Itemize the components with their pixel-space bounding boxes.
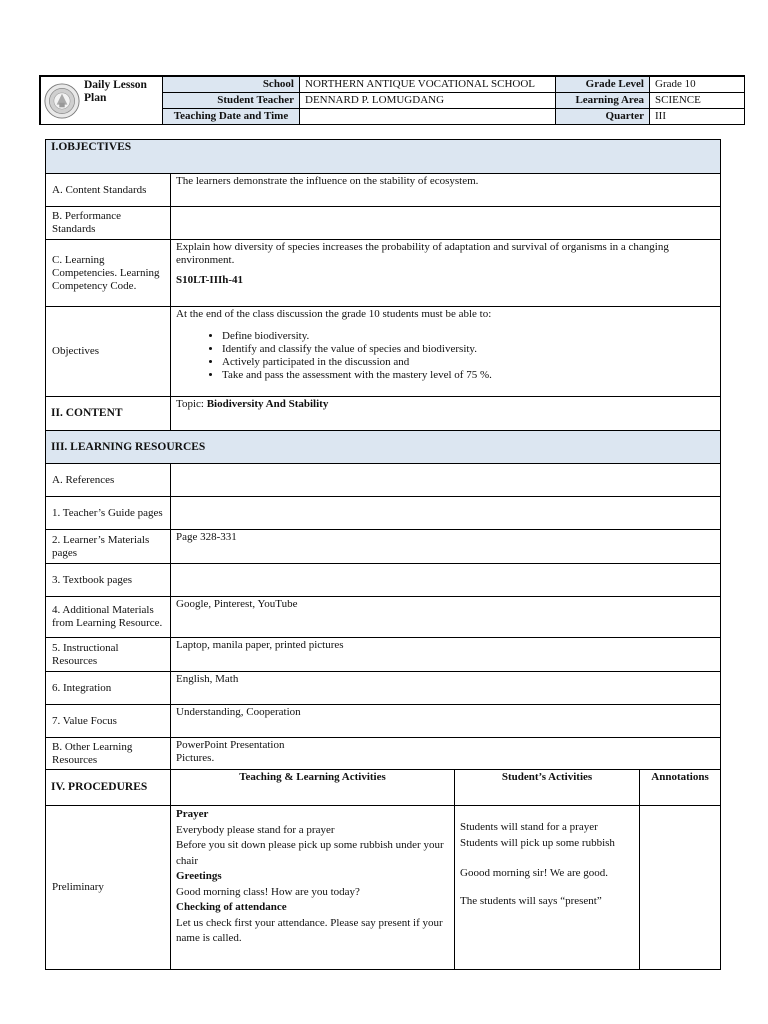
school-value: NORTHERN ANTIQUE VOCATIONAL SCHOOL bbox=[300, 77, 556, 93]
competencies-value: Explain how diversity of species increases the probability of adaptation and survival of organisms in a changing environment. bbox=[176, 241, 669, 266]
header-logo-cell bbox=[41, 77, 163, 125]
quarter-value: III bbox=[650, 109, 745, 125]
school-label: School bbox=[163, 77, 300, 93]
teaching-activities-cell bbox=[171, 806, 455, 970]
quarter-label: Quarter bbox=[556, 109, 650, 125]
topic-label: Topic: bbox=[176, 398, 204, 410]
objectives-cell bbox=[171, 307, 721, 397]
student-teacher-value: DENNARD P. LOMUGDANG bbox=[300, 93, 556, 109]
col-student-header: Student’s Activities bbox=[455, 770, 640, 806]
deped-seal-icon bbox=[44, 83, 80, 119]
prayer-heading: Prayer bbox=[176, 808, 209, 820]
prayer-line-2: Before you sit down please pick up some rubbish under your chair bbox=[176, 839, 444, 867]
objectives-list bbox=[176, 330, 715, 382]
textbook-value bbox=[171, 564, 721, 597]
competencies-label: C. Learning Competencies. Learning Competency Code. bbox=[46, 240, 171, 307]
integration-value: English, Math bbox=[171, 672, 721, 705]
competencies-cell bbox=[171, 240, 721, 307]
attendance-heading: Checking of attendance bbox=[176, 901, 287, 913]
annotations-cell bbox=[640, 806, 721, 970]
references-value bbox=[171, 464, 721, 497]
content-heading: II. CONTENT bbox=[46, 397, 171, 431]
additional-materials-label: 4. Additional Materials from Learning Resource. bbox=[46, 597, 171, 638]
list-item: • Identify and classify the value of species and biodiversity. bbox=[222, 343, 715, 356]
performance-standards-label: B. Performance Standards bbox=[46, 207, 171, 240]
prayer-line-1: Everybody please stand for a prayer bbox=[176, 823, 335, 836]
value-focus-label: 7. Value Focus bbox=[46, 705, 171, 738]
lesson-plan-header bbox=[39, 75, 745, 125]
learning-area-label: Learning Area bbox=[556, 93, 650, 109]
grade-level-label: Grade Level bbox=[556, 77, 650, 93]
document-title: Daily Lesson Plan bbox=[84, 78, 147, 104]
procedures-heading: IV. PROCEDURES bbox=[46, 770, 171, 806]
list-item: • Define biodiversity. bbox=[222, 330, 715, 343]
col-annotations-header: Annotations bbox=[640, 770, 721, 806]
value-focus-value: Understanding, Cooperation bbox=[171, 705, 721, 738]
list-item: • Actively participated in the discussion and bbox=[222, 356, 715, 369]
student-line-4: The students will says “present” bbox=[460, 894, 602, 907]
textbook-label: 3. Textbook pages bbox=[46, 564, 171, 597]
student-line-2: Students will pick up some rubbish bbox=[460, 836, 615, 849]
references-label: A. References bbox=[46, 464, 171, 497]
student-teacher-label: Student Teacher bbox=[163, 93, 300, 109]
topic-value: Biodiversity And Stability bbox=[206, 398, 329, 410]
learners-materials-label: 2. Learner’s Materials pages bbox=[46, 530, 171, 564]
list-item: • Take and pass the assessment with the mastery level of 75 %. bbox=[222, 369, 715, 382]
col-teaching-header: Teaching & Learning Activities bbox=[171, 770, 455, 806]
greetings-heading: Greetings bbox=[176, 870, 222, 882]
additional-materials-value: Google, Pinterest, YouTube bbox=[171, 597, 721, 638]
other-resources-value-1: PowerPoint Presentation bbox=[176, 739, 285, 751]
topic-cell bbox=[171, 397, 721, 431]
performance-standards-value bbox=[171, 207, 721, 240]
other-resources-label: B. Other Learning Resources bbox=[46, 738, 171, 770]
other-resources-cell bbox=[171, 738, 721, 770]
learning-area-value: SCIENCE bbox=[650, 93, 745, 109]
teaching-date-value bbox=[300, 109, 556, 125]
integration-label: 6. Integration bbox=[46, 672, 171, 705]
lesson-plan-table bbox=[45, 139, 721, 970]
grade-level-value: Grade 10 bbox=[650, 77, 745, 93]
instructional-resources-value: Laptop, manila paper, printed pictures bbox=[171, 638, 721, 672]
competency-code: S10LT-IIIh-41 bbox=[176, 274, 244, 286]
student-line-3: Goood morning sir! We are good. bbox=[460, 867, 608, 879]
content-standards-label: A. Content Standards bbox=[46, 174, 171, 207]
objectives-heading: I.OBJECTIVES bbox=[46, 140, 721, 174]
attendance-line: Let us check first your attendance. Please say present if your name is called. bbox=[176, 916, 443, 944]
objectives-label: Objectives bbox=[46, 307, 171, 397]
resources-heading: III. LEARNING RESOURCES bbox=[46, 431, 721, 464]
other-resources-value-2: Pictures. bbox=[176, 752, 215, 764]
teaching-date-label: Teaching Date and Time bbox=[163, 109, 300, 125]
student-activities-cell bbox=[455, 806, 640, 970]
teachers-guide-value bbox=[171, 497, 721, 530]
preliminary-label: Preliminary bbox=[46, 806, 171, 970]
learners-materials-value: Page 328-331 bbox=[171, 530, 721, 564]
instructional-resources-label: 5. Instructional Resources bbox=[46, 638, 171, 672]
teachers-guide-label: 1. Teacher’s Guide pages bbox=[46, 497, 171, 530]
greetings-line: Good morning class! How are you today? bbox=[176, 885, 360, 898]
content-standards-value: The learners demonstrate the influence on the stability of ecosystem. bbox=[171, 174, 721, 207]
objectives-intro: At the end of the class discussion the grade 10 students must be able to: bbox=[176, 308, 492, 320]
student-line-1: Students will stand for a prayer bbox=[460, 821, 598, 833]
